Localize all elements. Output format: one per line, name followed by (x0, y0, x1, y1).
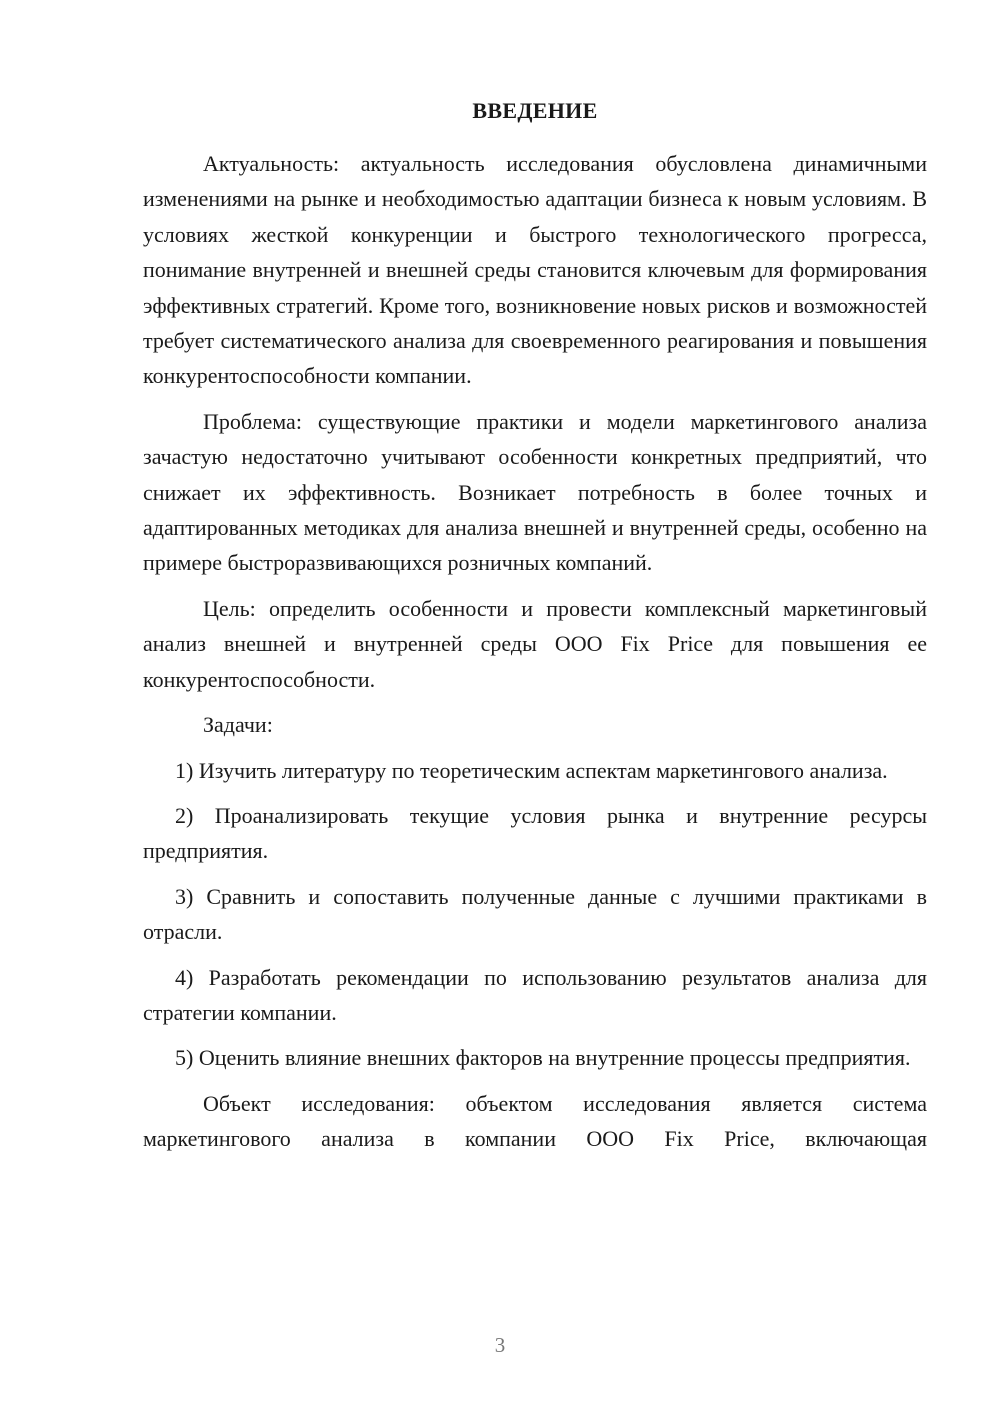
paragraph-object: Объект исследования: объектом исследования является система маркетингового анализа в компании ООО Fix Price, включающая (143, 1090, 927, 1152)
tasks-heading: Задачи: (203, 712, 273, 738)
page-number: 3 (494, 1333, 506, 1357)
paragraph-problem: Проблема: существующие практики и модели маркетингового анализа зачастую недостаточно учитывают особенности конкретных предприятий, что снижает их эффективность. Возникает потребность в более точных и адаптированных методиках для анализа внешней и внутренней среды, особенно на примере быстроразвивающихся розничных компаний. (143, 408, 927, 576)
task-item-5: 5) Оценить влияние внешних факторов на внутренние процессы предприятия. (175, 1045, 911, 1071)
task-item-4: 4) Разработать рекомендации по использованию результатов анализа для стратегии компании. (143, 964, 927, 1025)
document-page (143, 94, 927, 1167)
task-item-3: 3) Сравнить и сопоставить полученные данные с лучшими практиками в отрасли. (143, 883, 927, 945)
task-item-2: 2) Проанализировать текущие условия рынка и внутренние ресурсы предприятия. (143, 802, 927, 864)
task-item-1: 1) Изучить литературу по теоретическим аспектам маркетингового анализа. (175, 757, 888, 783)
paragraph-goal: Цель: определить особенности и провести комплексный маркетинговый анализ внешней и внутренней среды ООО Fix Price для повышения ее конкурентоспособности. (143, 595, 927, 692)
paragraph-relevance: Актуальность: актуальность исследования обусловлена динамичными изменениями на рынке и необходимостью адаптации бизнеса к новым условиям. В условиях жесткой конкуренции и быстрого технологического прогресса, понимание внутренней и внешней среды становится ключевым для формирования эффективных стратегий. Кроме того, возникновение новых рисков и возможностей требует систематического анализа для своевременного реагирования и повышения конкурентоспособности компании. (143, 151, 927, 389)
section-title: ВВЕДЕНИЕ (472, 98, 598, 123)
